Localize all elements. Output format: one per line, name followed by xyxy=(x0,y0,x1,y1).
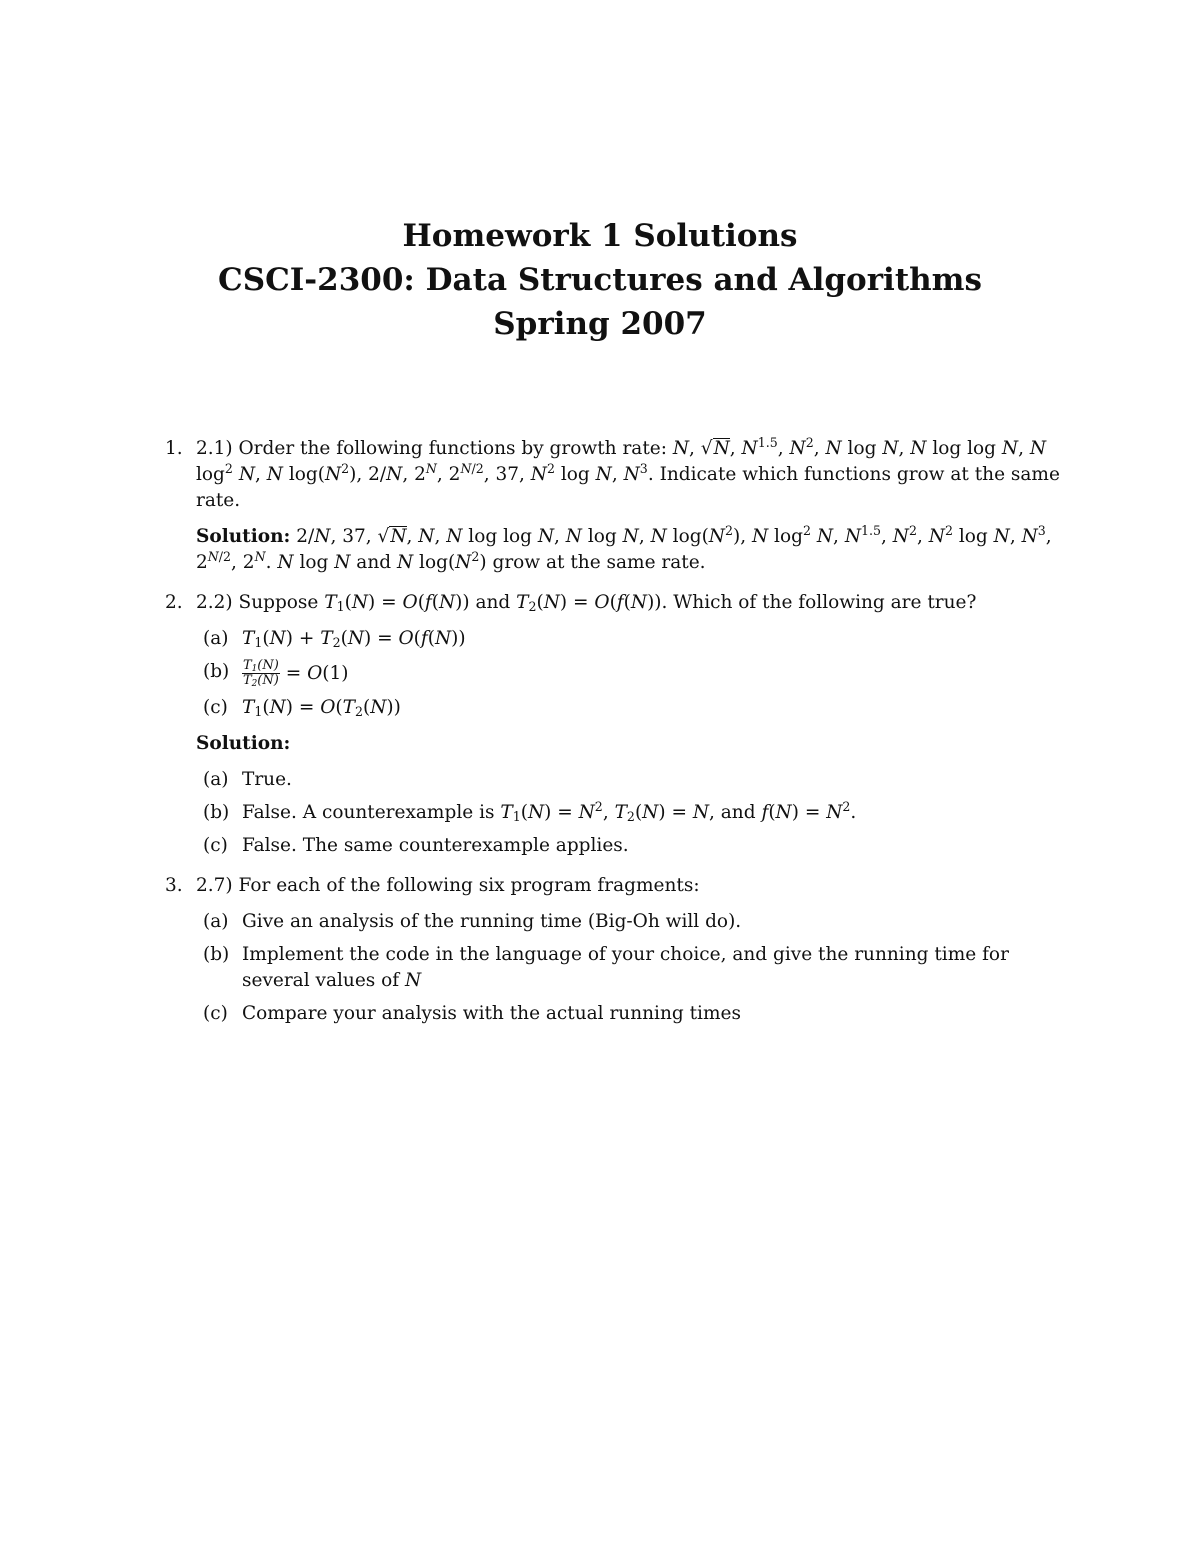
item-label: (c) xyxy=(203,835,228,856)
solution-label: Solution: xyxy=(196,526,291,547)
list-item xyxy=(196,695,1065,721)
item-text: False. The same counterexample applies. xyxy=(242,835,629,856)
problem-number: 2. xyxy=(165,592,183,613)
fraction: $\frac{T_1(N)}{T_2(N)}$ xyxy=(243,658,279,690)
solution-label: Solution: xyxy=(196,733,291,754)
item-text: True. xyxy=(242,769,292,790)
list-item xyxy=(196,626,1065,652)
term: Spring 2007 xyxy=(493,306,707,342)
item-label: (a) xyxy=(203,628,229,649)
list-item xyxy=(196,767,1065,793)
item-text: Implement the code in the language of your choice, and give the running time for several values of N xyxy=(242,944,1009,991)
course-name: CSCI-2300: Data Structures and Algorithms xyxy=(218,262,982,298)
problem-question: 2.2) Suppose $T_1(N) = O(f(N))$ and $T_2(N) = O(f(N))$. Which of the following are true? xyxy=(196,592,977,615)
problem-list xyxy=(165,436,1065,1041)
item-label: (c) xyxy=(203,697,228,718)
list-item xyxy=(196,909,1065,935)
solution-answers xyxy=(196,767,1065,859)
problem-number: 3. xyxy=(165,875,183,896)
problem-number: 1. xyxy=(165,438,183,459)
question-parts xyxy=(196,626,1065,721)
item-label: (a) xyxy=(203,911,229,932)
item-text: Compare your analysis with the actual running times xyxy=(242,1003,741,1024)
document-title-block xyxy=(0,214,1200,346)
problem-3 xyxy=(165,873,1065,1027)
item-text: $T_1(N) = O(T_2(N))$ xyxy=(242,697,401,720)
item-label: (b) xyxy=(203,661,230,682)
list-item xyxy=(196,1001,1065,1027)
item-text: $T_1(N) + T_2(N) = O(f(N))$ xyxy=(242,628,466,651)
item-label: (c) xyxy=(203,1003,228,1024)
item-text: False. A counterexample is $T_1(N) = N^2$, $T_2(N) = N$, and $f(N) = N^2$. xyxy=(242,799,857,825)
problem-solution: Solution: 2/N, 37, √N, N, N log log N, N log N, N $\log(N^2)$, N $\log^2 N$, $N^{1.5}$, $N^2$, $N^2$ log N, $N^3$, $2^{N/2}$, $2^N$. N log N and N $\log(N^2)$ grow at the same rate. xyxy=(196,523,1052,573)
question-parts xyxy=(196,909,1065,1027)
problem-question: 2.1) Order the following functions by growth rate: N, √N, $N^{1.5}$, $N^2$, N log N, N log log N, N $\log^2 N$, N $\log(N^2)$, 2/N, $2^N$, $2^{N/2}$, 37, $N^2$ log N, $N^3$. Indicate which functions grow at the same rate. xyxy=(196,435,1060,511)
list-item xyxy=(196,800,1065,826)
item-text: $\frac{T_1(N)}{T_2(N)}$ = O(1) xyxy=(243,658,349,690)
list-item xyxy=(196,833,1065,859)
problem-1 xyxy=(165,436,1065,576)
item-text: Give an analysis of the running time (Big-Oh will do). xyxy=(242,911,742,932)
problem-question: 2.7) For each of the following six program fragments: xyxy=(196,875,700,896)
list-item xyxy=(196,942,1065,994)
item-label: (a) xyxy=(203,769,229,790)
item-label: (b) xyxy=(203,944,230,965)
problem-2 xyxy=(165,590,1065,859)
list-item xyxy=(196,659,1065,688)
item-label: (b) xyxy=(203,802,230,823)
document-title: Homework 1 Solutions xyxy=(402,218,798,254)
